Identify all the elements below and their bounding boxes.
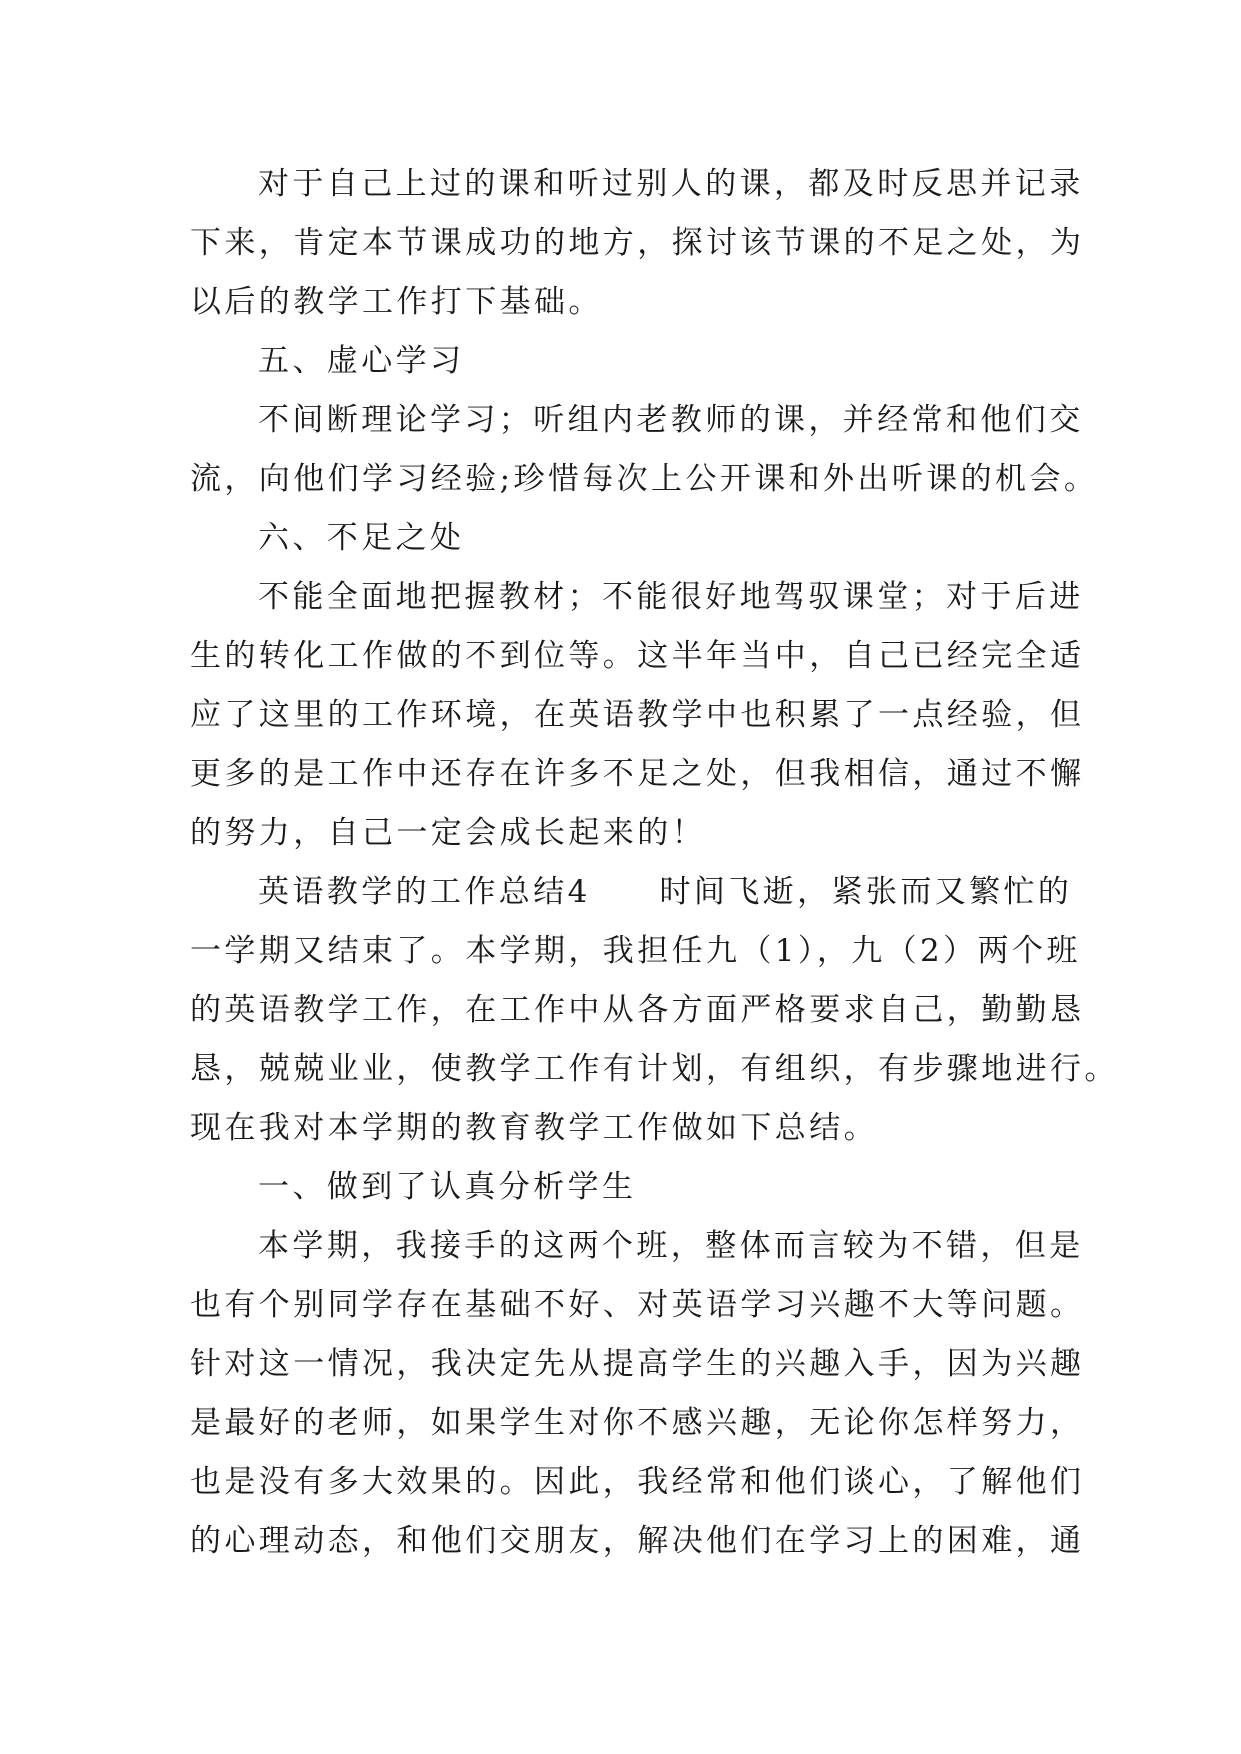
text-line: 下来，肯定本节课成功的地方，探讨该节课的不足之处，为 (190, 225, 1085, 261)
text-line: 针对这一情况，我决定先从提高学生的兴趣入手，因为兴趣 (190, 1346, 1085, 1382)
text-line: 不间断理论学习；听组内老教师的课，并经常和他们交 (258, 402, 1084, 438)
text-line: 一、做到了认真分析学生 (258, 1169, 637, 1205)
text-line: 也有个别同学存在基础不好、对英语学习兴趣不大等问题。 (190, 1287, 1085, 1323)
text-line: 一学期又结束了。本学期，我担任九（1），九（2）两个班 (190, 933, 1081, 969)
text-line: 英语教学的工作总结4 时间飞逝，紧张而又繁忙的 (258, 874, 1073, 910)
text-line: 也是没有多大效果的。因此，我经常和他们谈心，了解他们 (190, 1464, 1085, 1500)
document-body (190, 155, 1119, 1571)
text-line: 本学期，我接手的这两个班，整体而言较为不错，但是 (258, 1228, 1084, 1264)
text-line: 现在我对本学期的教育教学工作做如下总结。 (190, 1110, 878, 1146)
text-line: 对于自己上过的课和听过别人的课，都及时反思并记录 (258, 166, 1084, 202)
text-line: 是最好的老师，如果学生对你不感兴趣，无论你怎样努力， (190, 1405, 1085, 1441)
text-line: 的心理动态，和他们交朋友，解决他们在学习上的困难，通 (190, 1523, 1085, 1559)
text-line: 更多的是工作中还存在许多不足之处，但我相信，通过不懈 (190, 756, 1085, 792)
text-line: 生的转化工作做的不到位等。这半年当中，自己已经完全适 (190, 638, 1085, 674)
text-line: 恳，兢兢业业，使教学工作有计划，有组织，有步骤地进行。 (190, 1051, 1119, 1087)
text-line: 六、不足之处 (258, 520, 465, 556)
text-line: 流，向他们学习经验;珍惜每次上公开课和外出听课的机会。 (190, 461, 1099, 497)
text-line: 不能全面地把握教材；不能很好地驾驭课堂；对于后进 (258, 579, 1084, 615)
text-line: 的努力，自己一定会成长起来的！ (190, 815, 706, 851)
text-line: 五、虚心学习 (258, 343, 465, 379)
text-line: 应了这里的工作环境，在英语教学中也积累了一点经验，但 (190, 697, 1085, 733)
text-line: 的英语教学工作，在工作中从各方面严格要求自己，勤勤恳 (190, 992, 1085, 1028)
text-line: 以后的教学工作打下基础。 (190, 284, 603, 320)
